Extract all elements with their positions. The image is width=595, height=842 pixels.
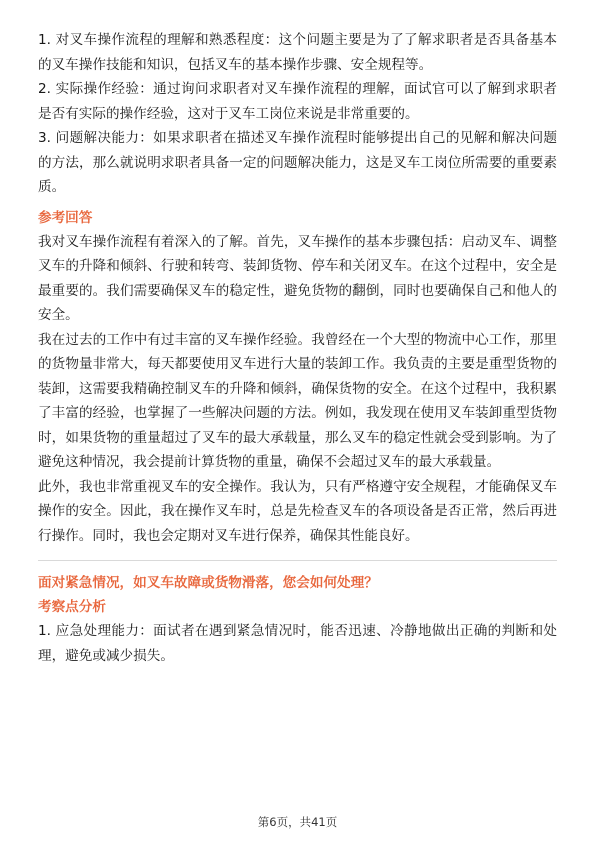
question-title: 面对紧急情况，如叉车故障或货物滑落，您会如何处理？ <box>38 575 378 591</box>
analysis-heading: 考察点分析 <box>38 599 106 615</box>
answer-paragraph-3: 此外，我也非常重视叉车的安全操作。我认为，只有严格遵守安全规程，才能确保叉车操作的安全。因此，我在操作叉车时，总是先检查叉车的各项设备是否正常，然后再进行操作。同时，我也会定期对叉车进行保养，确保其性能良好。 <box>38 478 557 544</box>
analysis-point-1: 1. 对叉车操作流程的理解和熟悉程度：这个问题主要是为了了解求职者是否具备基本的叉车操作技能和知识，包括叉车的基本操作步骤、安全规程等。 <box>38 32 557 73</box>
document-page <box>38 28 557 668</box>
answer-paragraph-1: 我对叉车操作流程有着深入的了解。首先，叉车操作的基本步骤包括：启动叉车、调整叉车的升降和倾斜、行驶和转弯、装卸货物、停车和关闭叉车。在这个过程中，安全是最重要的。我们需要确保叉车的稳定性，避免货物的翻倒，同时也要确保自己和他人的安全。 <box>38 233 557 323</box>
analysis-point-bottom-1: 1. 应急处理能力：面试者在遇到紧急情况时，能否迅速、冷静地做出正确的判断和处理，避免或减少损失。 <box>38 623 557 664</box>
section-divider <box>38 560 557 561</box>
analysis-point-2: 2. 实际操作经验：通过询问求职者对叉车操作流程的理解，面试官可以了解到求职者是否有实际的操作经验，这对于叉车工岗位来说是非常重要的。 <box>38 81 557 122</box>
answer-paragraph-2: 我在过去的工作中有过丰富的叉车操作经验。我曾经在一个大型的物流中心工作，那里的货物量非常大，每天都要使用叉车进行大量的装卸工作。我负责的主要是重型货物的装卸，这需要我精确控制叉车的升降和倾斜，确保货物的安全。在这个过程中，我积累了丰富的经验，也掌握了一些解决问题的方法。例如，我发现在使用叉车装卸重型货物时，如果货物的重量超过了叉车的最大承载量，那么叉车的稳定性就会受到影响。为了避免这种情况，我会提前计算货物的重量，确保不会超过叉车的最大承载量。 <box>38 331 557 470</box>
reference-answer-heading: 参考回答 <box>38 209 93 226</box>
analysis-point-3: 3. 问题解决能力：如果求职者在描述叉车操作流程时能够提出自己的见解和解决问题的方法，那么就说明求职者具备一定的问题解决能力，这是叉车工岗位所需要的重要素质。 <box>38 130 557 195</box>
page-footer: 第6页，共41页 <box>257 815 338 829</box>
